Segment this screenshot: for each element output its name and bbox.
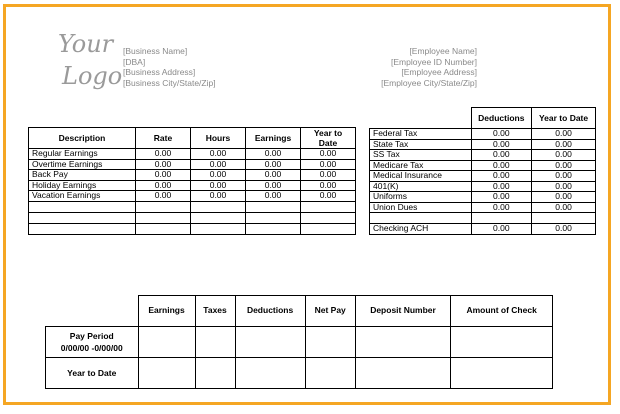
- deduction-cell: 0.00: [471, 150, 532, 161]
- pay-period-label: Pay Period: [69, 331, 114, 341]
- deduction-cell: 0.00: [532, 192, 596, 203]
- earnings-cell: 0.00: [301, 170, 356, 181]
- summary-header: Taxes: [195, 296, 235, 327]
- summary-header: Amount of Check: [451, 296, 553, 327]
- earnings-cell: 0.00: [136, 159, 191, 170]
- earnings-cell: 0.00: [136, 191, 191, 202]
- earnings-cell: 0.00: [246, 170, 301, 181]
- summary-header: Deposit Number: [355, 296, 450, 327]
- deduction-cell: 0.00: [532, 129, 596, 140]
- deduction-cell: 0.00: [532, 139, 596, 150]
- table-row: [370, 192, 596, 203]
- deduction-cell: 0.00: [471, 139, 532, 150]
- logo-line-2: Logo: [62, 62, 123, 90]
- deductions-header: Year to Date: [532, 108, 596, 129]
- table-row: [370, 171, 596, 182]
- pay-period-cell: [46, 327, 139, 358]
- earnings-cell: Back Pay: [29, 170, 136, 181]
- deduction-cell: 0.00: [471, 171, 532, 182]
- table-row: [29, 159, 356, 170]
- earnings-cell: 0.00: [191, 180, 246, 191]
- business-address: [Business Address]: [123, 67, 196, 78]
- empty-row: [29, 201, 356, 212]
- table-row: [370, 150, 596, 161]
- deduction-cell: Union Dues: [370, 202, 472, 213]
- earnings-header: Rate: [136, 128, 191, 149]
- checking-ach-ytd: 0.00: [532, 224, 596, 235]
- deduction-cell: 401(K): [370, 181, 472, 192]
- deduction-cell: 0.00: [532, 150, 596, 161]
- deduction-cell: State Tax: [370, 139, 472, 150]
- deduction-cell: 0.00: [471, 129, 532, 140]
- deductions-header-row: [370, 108, 596, 129]
- earnings-cell: 0.00: [301, 149, 356, 160]
- business-name: [Business Name]: [123, 46, 188, 56]
- deduction-cell: 0.00: [471, 160, 532, 171]
- earnings-header: Hours: [191, 128, 246, 149]
- business-city: [Business City/State/Zip]: [123, 77, 216, 88]
- earnings-cell: 0.00: [136, 149, 191, 160]
- earnings-cell: 0.00: [191, 170, 246, 181]
- earnings-cell: 0.00: [246, 191, 301, 202]
- deductions-header: Deductions: [471, 108, 532, 129]
- earnings-cell: 0.00: [246, 149, 301, 160]
- deductions-table: [369, 107, 596, 235]
- earnings-cell: 0.00: [301, 191, 356, 202]
- earnings-cell: 0.00: [191, 159, 246, 170]
- earnings-cell: 0.00: [301, 180, 356, 191]
- table-row: [370, 139, 596, 150]
- employee-name: [Employee Name]: [409, 46, 477, 56]
- deduction-cell: 0.00: [532, 171, 596, 182]
- table-row: [46, 358, 553, 389]
- table-row: [29, 180, 356, 191]
- deduction-cell: Medicare Tax: [370, 160, 472, 171]
- checking-ach-label: Checking ACH: [370, 224, 472, 235]
- table-row: [370, 129, 596, 140]
- earnings-cell: Holiday Earnings: [29, 180, 136, 191]
- table-row: [370, 224, 596, 235]
- earnings-cell: Regular Earnings: [29, 149, 136, 160]
- logo-placeholder: [58, 28, 122, 98]
- deduction-cell: SS Tax: [370, 150, 472, 161]
- employee-id: [Employee ID Number]: [391, 56, 477, 67]
- deduction-cell: 0.00: [471, 202, 532, 213]
- empty-row: [29, 212, 356, 223]
- empty-row: [29, 223, 356, 234]
- logo-line-1: Your: [58, 30, 114, 58]
- earnings-header: Earnings: [246, 128, 301, 149]
- table-row: [370, 181, 596, 192]
- employee-city: [Employee City/State/Zip]: [381, 77, 477, 88]
- summary-header: Deductions: [235, 296, 305, 327]
- earnings-cell: 0.00: [301, 159, 356, 170]
- pay-period-value: 0/00/00 -0/00/00: [60, 343, 123, 353]
- table-row: [29, 170, 356, 181]
- earnings-cell: 0.00: [246, 159, 301, 170]
- table-row: [29, 191, 356, 202]
- deduction-cell: 0.00: [471, 181, 532, 192]
- summary-header: Net Pay: [305, 296, 355, 327]
- summary-header: Earnings: [138, 296, 195, 327]
- summary-header-row: [46, 296, 553, 327]
- deduction-cell: 0.00: [532, 160, 596, 171]
- ytd-label: Year to Date: [46, 358, 139, 389]
- table-row: [46, 327, 553, 358]
- table-row: [29, 149, 356, 160]
- earnings-cell: 0.00: [191, 149, 246, 160]
- earnings-header: Year to Date: [301, 128, 356, 149]
- earnings-table: [28, 127, 356, 235]
- empty-row: [370, 213, 596, 224]
- deduction-cell: Federal Tax: [370, 129, 472, 140]
- earnings-cell: 0.00: [191, 191, 246, 202]
- earnings-cell: 0.00: [136, 170, 191, 181]
- deduction-cell: Medical Insurance: [370, 171, 472, 182]
- earnings-cell: Overtime Earnings: [29, 159, 136, 170]
- deduction-cell: Uniforms: [370, 192, 472, 203]
- earnings-header: Description: [29, 128, 136, 149]
- deduction-cell: 0.00: [471, 192, 532, 203]
- business-info: [123, 46, 216, 88]
- earnings-cell: 0.00: [136, 180, 191, 191]
- earnings-header-row: [29, 128, 356, 149]
- deduction-cell: 0.00: [532, 202, 596, 213]
- table-row: [370, 202, 596, 213]
- employee-info: [381, 46, 477, 88]
- earnings-cell: Vacation Earnings: [29, 191, 136, 202]
- earnings-cell: 0.00: [246, 180, 301, 191]
- summary-table: [45, 295, 553, 389]
- checking-ach-value: 0.00: [471, 224, 532, 235]
- employee-address: [Employee Address]: [401, 67, 477, 78]
- deduction-cell: 0.00: [532, 181, 596, 192]
- table-row: [370, 160, 596, 171]
- business-dba: [DBA]: [123, 56, 146, 67]
